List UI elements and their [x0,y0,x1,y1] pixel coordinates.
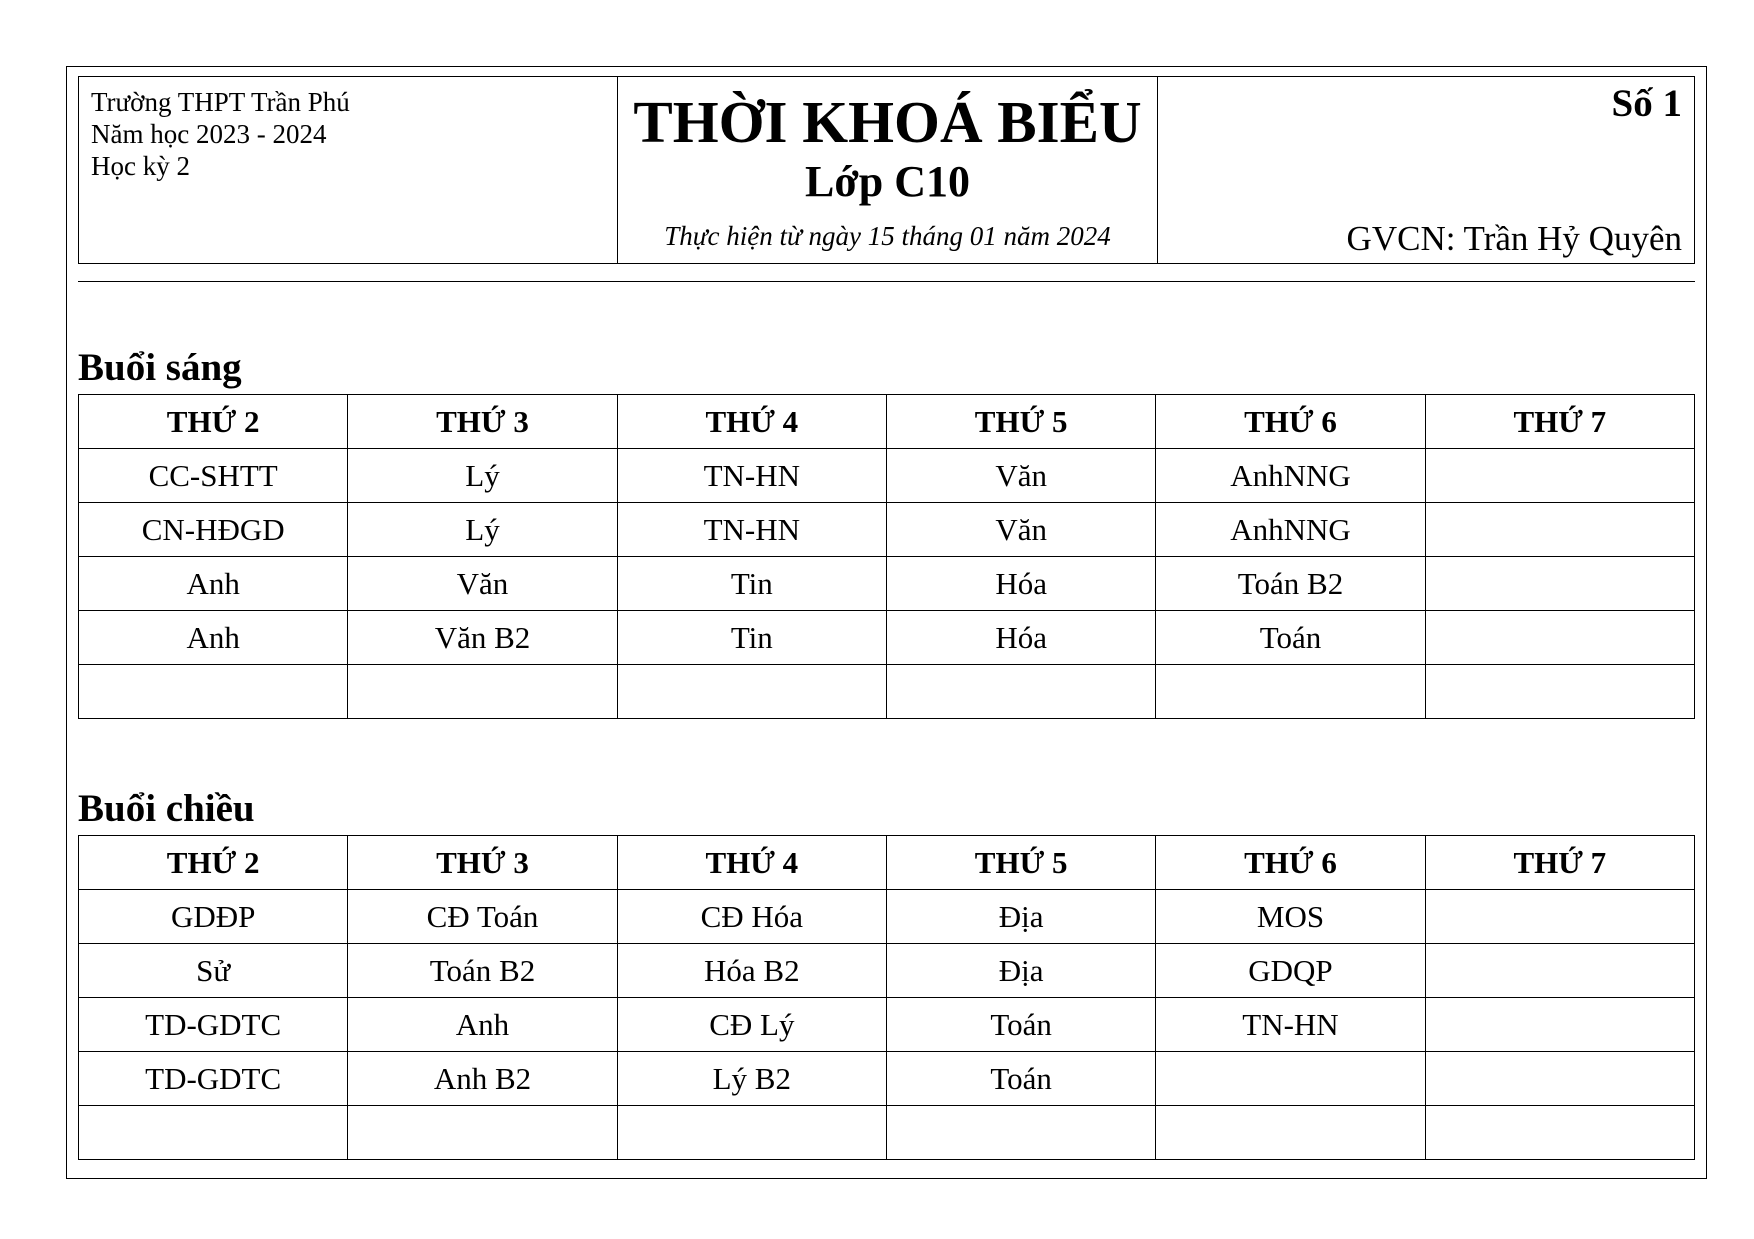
document-number: Số 1 [1611,82,1682,125]
table-cell: Địa [886,944,1155,998]
table-cell [1425,665,1694,719]
semester: Học kỳ 2 [91,151,190,181]
table-row [79,1052,1695,1106]
table-cell: Anh B2 [348,1052,617,1106]
morning-session-title: Buổi sáng [78,346,242,389]
table-cell [79,665,348,719]
table-cell: Lý [348,449,617,503]
table-cell [348,1106,617,1160]
table-cell [617,1106,886,1160]
table-cell [1156,1052,1425,1106]
table-cell [1425,1052,1694,1106]
title-block [618,77,1158,263]
column-header: THỨ 5 [886,395,1155,449]
table-cell: Văn B2 [348,611,617,665]
column-header: THỨ 5 [886,836,1155,890]
table-cell [79,1106,348,1160]
table-cell: CĐ Hóa [617,890,886,944]
table-row [79,611,1695,665]
table-cell [886,1106,1155,1160]
document-info [1158,77,1694,263]
column-header: THỨ 2 [79,836,348,890]
column-header: THỨ 4 [617,836,886,890]
table-row [79,557,1695,611]
table-cell: TN-HN [1156,998,1425,1052]
table-cell: Toán B2 [348,944,617,998]
table-cell: Lý [348,503,617,557]
table-header-row [79,395,1695,449]
class-name: Lớp C10 [805,157,970,206]
column-header: THỨ 2 [79,395,348,449]
table-cell: AnhNNG [1156,449,1425,503]
column-header: THỨ 6 [1156,836,1425,890]
school-name: Trường THPT Trần Phú [91,87,350,117]
table-cell: Văn [886,449,1155,503]
table-cell: TD-GDTC [79,998,348,1052]
table-cell: Sử [79,944,348,998]
table-row [79,998,1695,1052]
table-cell [1425,557,1694,611]
table-cell: Lý B2 [617,1052,886,1106]
table-row [79,449,1695,503]
table-cell [1425,503,1694,557]
table-cell: TD-GDTC [79,1052,348,1106]
table-cell: AnhNNG [1156,503,1425,557]
column-header: THỨ 3 [348,836,617,890]
table-row [79,1106,1695,1160]
table-cell: TN-HN [617,503,886,557]
table-cell [886,665,1155,719]
afternoon-session-title: Buổi chiều [78,787,255,830]
table-header-row [79,836,1695,890]
table-cell: Tin [617,557,886,611]
table-cell [1156,665,1425,719]
afternoon-timetable [78,835,1695,1160]
table-row [79,890,1695,944]
homeroom-teacher: GVCN: Trần Hỷ Quyên [1346,219,1682,258]
table-cell: Hóa [886,611,1155,665]
timetable-header [78,76,1695,264]
table-cell [1425,449,1694,503]
column-header: THỨ 6 [1156,395,1425,449]
table-cell [1425,998,1694,1052]
table-cell: Toán [886,998,1155,1052]
table-cell: MOS [1156,890,1425,944]
school-info [79,77,618,263]
table-cell: Văn [886,503,1155,557]
table-cell: Anh [79,611,348,665]
table-cell: Văn [348,557,617,611]
table-cell: Toán [1156,611,1425,665]
table-cell: TN-HN [617,449,886,503]
table-cell: Anh [348,998,617,1052]
column-header: THỨ 4 [617,395,886,449]
column-header: THỨ 3 [348,395,617,449]
table-cell [1425,890,1694,944]
table-row [79,944,1695,998]
morning-timetable [78,394,1695,719]
table-cell: Hóa [886,557,1155,611]
table-cell: CĐ Lý [617,998,886,1052]
table-cell [1425,611,1694,665]
table-cell: CN-HĐGD [79,503,348,557]
school-year: Năm học 2023 - 2024 [91,119,327,149]
table-cell: CĐ Toán [348,890,617,944]
table-cell: Toán B2 [1156,557,1425,611]
table-cell: Anh [79,557,348,611]
page-title: THỜI KHOÁ BIỂU [633,89,1142,155]
table-cell [617,665,886,719]
table-cell [348,665,617,719]
table-cell: GDĐP [79,890,348,944]
table-row [79,665,1695,719]
table-cell: GDQP [1156,944,1425,998]
table-cell: Địa [886,890,1155,944]
table-cell [1425,944,1694,998]
table-cell: Toán [886,1052,1155,1106]
table-cell: Tin [617,611,886,665]
table-row [79,503,1695,557]
column-header: THỨ 7 [1425,395,1694,449]
table-cell [1156,1106,1425,1160]
header-divider [78,281,1695,282]
effective-date: Thực hiện từ ngày 15 tháng 01 năm 2024 [664,221,1111,251]
table-cell: Hóa B2 [617,944,886,998]
table-cell: CC-SHTT [79,449,348,503]
table-cell [1425,1106,1694,1160]
column-header: THỨ 7 [1425,836,1694,890]
